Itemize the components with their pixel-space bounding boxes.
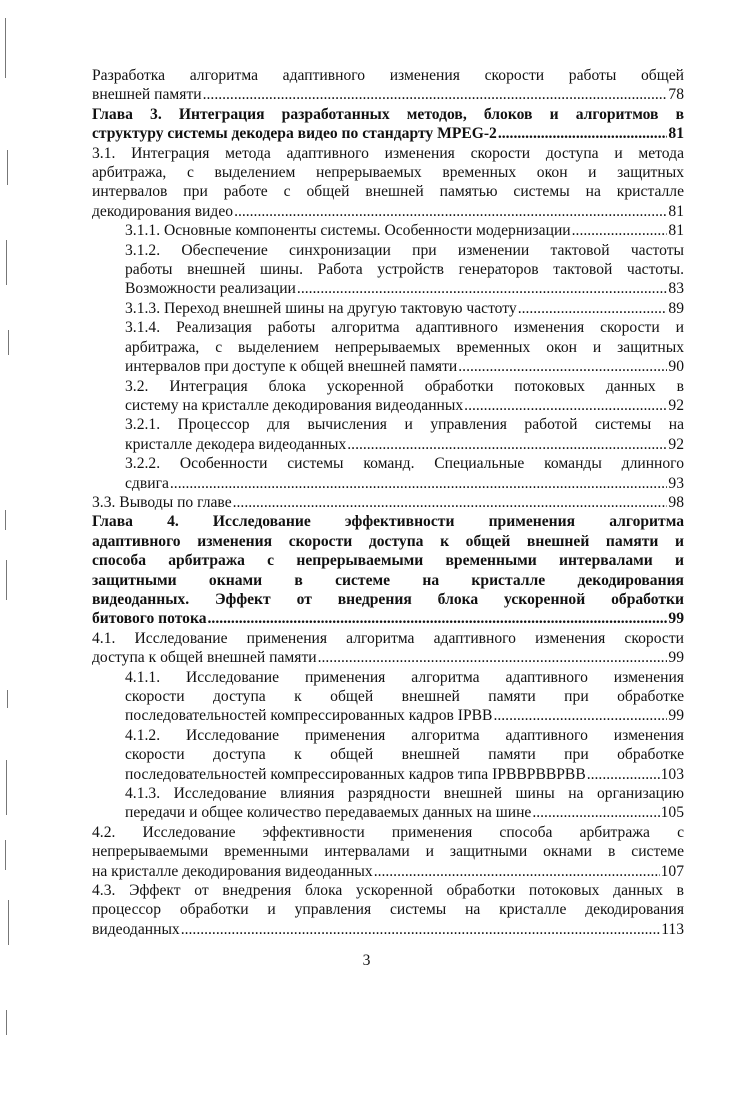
toc-entry-title: битового потока — [92, 610, 207, 628]
toc-entry[interactable] — [92, 629, 684, 668]
toc-entry-last-line — [125, 765, 684, 784]
dot-leader — [170, 474, 668, 493]
dot-leader — [203, 85, 668, 104]
toc-entry[interactable] — [92, 493, 684, 512]
toc-page-number: 105 — [660, 804, 684, 822]
toc-entry-text-line: защитными окнами в системе на кристалле декодирования — [92, 571, 684, 589]
toc-entry-last-line — [92, 493, 684, 512]
dot-leader — [234, 202, 667, 221]
dot-leader — [374, 862, 660, 881]
toc-entry-text-line: адаптивного изменения скорости доступа к общей внешней памяти и — [92, 532, 684, 550]
toc-entry-text-line: 3.2.2. Особенности системы команд. Специальные команды длинного — [125, 455, 684, 473]
dot-leader — [181, 920, 660, 939]
toc-entry-title: 3.3. Выводы по главе — [92, 493, 232, 511]
toc-entry-title: на кристалле декодирования видеоданных — [92, 862, 373, 880]
toc-entry[interactable] — [125, 415, 684, 454]
toc-entry-title: 3.1.3. Переход внешней шины на другую тактовую частоту — [125, 299, 517, 317]
toc-entry-text-line: Разработка алгоритма адаптивного изменения скорости работы общей — [92, 67, 684, 84]
toc-entry-last-line — [125, 706, 684, 725]
toc-entry[interactable] — [125, 784, 684, 823]
toc-entry-text-line: способа арбитража с непрерываемыми временными интервалами и — [92, 552, 684, 570]
toc-entry[interactable] — [92, 881, 684, 939]
toc-entry-last-line — [92, 862, 684, 881]
toc-entry[interactable] — [125, 454, 684, 493]
dot-leader — [208, 609, 668, 628]
dot-leader — [532, 803, 659, 822]
dot-leader — [297, 279, 667, 298]
toc-entry-text-line: непрерываемыми временными интервалами и защитными окнами в системе — [92, 843, 684, 861]
toc-entry-last-line — [92, 920, 684, 939]
toc-entry-title: сдвига — [125, 474, 169, 492]
toc-page-number: 113 — [661, 920, 684, 938]
toc-entry-text-line: арбитража, с выделением непрерываемых временных окон и защитных — [125, 338, 684, 356]
toc-page-number: 83 — [668, 280, 684, 298]
toc-entry-last-line — [125, 357, 684, 376]
page-number: 3 — [362, 952, 371, 969]
toc-entry[interactable] — [125, 377, 684, 416]
toc-page-number: 90 — [668, 358, 684, 376]
toc-entry[interactable] — [92, 823, 684, 881]
toc-entry-last-line — [125, 299, 684, 318]
toc-entry-text-line: 4.3. Эффект от внедрения блока ускоренной обработки потоковых данных в — [92, 882, 684, 900]
toc-entry-last-line — [92, 202, 684, 221]
toc-entry-title: 3.1.1. Основные компоненты системы. Особенности модернизации — [125, 222, 571, 240]
toc-entry-last-line — [125, 279, 684, 298]
toc-entry[interactable] — [125, 221, 684, 240]
toc-entry-text-line: видеоданных. Эффект от внедрения блока ускоренной обработки — [92, 590, 684, 608]
toc-entry-last-line — [125, 803, 684, 822]
scan-margin-marks — [0, 0, 14, 1100]
dot-leader — [318, 648, 668, 667]
toc-entry-text-line: работы внешней шины. Работа устройств генераторов тактовой частоты. — [125, 261, 684, 279]
dot-leader — [458, 357, 667, 376]
dot-leader — [493, 706, 667, 725]
toc-page-number: 81 — [668, 202, 684, 220]
toc-entry-text-line: процессор обработки и управления системы на кристалле декодирования — [92, 901, 684, 919]
toc-entry-last-line — [92, 85, 684, 104]
toc-entry-text-line: арбитража, с выделением непрерываемых временных окон и защитных — [92, 164, 684, 182]
dot-leader — [518, 299, 668, 318]
dot-leader — [464, 396, 667, 415]
dot-leader — [498, 124, 668, 143]
toc-entry-text-line: 3.1.4. Реализация работы алгоритма адаптивного изменения скорости и — [125, 319, 684, 337]
toc-entry-text-line: 3.1. Интеграция метода адаптивного изменения скорости доступа и метода — [92, 144, 684, 162]
toc-entry-title: последовательностей компрессированных кадров типа IPBBPBBPBB — [125, 765, 586, 783]
toc-entry-text-line: 4.1.1. Исследование применения алгоритма адаптивного изменения — [125, 668, 684, 686]
toc-entry-text-line: скорости доступа к общей внешней памяти при обработке — [125, 688, 684, 705]
dot-leader — [233, 493, 668, 512]
toc-entry-last-line — [125, 221, 684, 240]
toc-page-number: 93 — [668, 474, 684, 492]
toc-page-number: 98 — [668, 493, 684, 511]
toc-page-number: 89 — [668, 299, 684, 317]
toc-entry-title: внешней памяти — [92, 86, 202, 104]
dot-leader — [572, 221, 668, 240]
toc-entry-text-line: 4.1.2. Исследование применения алгоритма адаптивного изменения — [125, 726, 684, 744]
toc-page-number: 103 — [660, 765, 684, 783]
toc-entry-text-line: скорости доступа к общей внешней памяти при обработке — [125, 746, 684, 764]
toc-entry-last-line — [125, 396, 684, 415]
toc-entry-title: Возможности реализации — [125, 280, 296, 298]
toc-entry[interactable] — [125, 299, 684, 318]
toc-entry-last-line — [125, 474, 684, 493]
toc-entry[interactable] — [92, 512, 684, 628]
toc-entry-title: систему на кристалле декодирования видеоданных — [125, 396, 464, 414]
toc-entry-text-line: Глава 3. Интеграция разработанных методов, блоков и алгоритмов в — [92, 105, 684, 123]
toc-entry-title: структуру системы декодера видео по стандарту MPEG-2 — [92, 125, 497, 143]
table-of-contents — [92, 66, 684, 939]
toc-page-number: 99 — [668, 707, 684, 725]
toc-entry-last-line — [125, 435, 684, 454]
toc-entry-text-line: интервалов при работе с общей внешней памятью системы на кристалле — [92, 183, 684, 201]
toc-entry-text-line: 3.2. Интеграция блока ускоренной обработки потоковых данных в — [125, 377, 684, 395]
toc-entry[interactable] — [125, 318, 684, 376]
toc-page-number: 107 — [660, 862, 684, 880]
toc-entry-title: видеоданных — [92, 920, 180, 938]
toc-entry-title: интервалов при доступе к общей внешней памяти — [125, 358, 458, 376]
dot-leader — [347, 435, 667, 454]
toc-entry-text-line: Глава 4. Исследование эффективности применения алгоритма — [92, 513, 684, 531]
toc-entry-last-line — [92, 609, 684, 628]
toc-entry-text-line: 4.2. Исследование эффективности применения способа арбитража с — [92, 823, 684, 841]
toc-entry-title: кристалле декодера видеоданных — [125, 435, 347, 453]
toc-entry[interactable] — [125, 241, 684, 299]
toc-entry-text-line: 3.2.1. Процессор для вычисления и управления работой системы на — [125, 416, 684, 434]
toc-entry[interactable] — [92, 105, 684, 144]
toc-entry-text-line: 4.1.3. Исследование влияния разрядности внешней шины на организацию — [125, 785, 684, 803]
toc-entry-last-line — [92, 124, 684, 143]
toc-entry-title: передачи и общее количество передаваемых данных на шине — [125, 804, 532, 822]
toc-page-number: 81 — [668, 125, 684, 143]
dot-leader — [587, 765, 660, 784]
toc-entry-title: последовательностей компрессированных кадров IPBB — [125, 707, 493, 725]
toc-entry-last-line — [92, 648, 684, 667]
toc-page-number: 78 — [668, 86, 684, 104]
toc-page-number: 81 — [668, 222, 684, 240]
toc-page-number: 99 — [668, 610, 684, 628]
toc-entry[interactable] — [92, 144, 684, 222]
toc-entry-text-line: 3.1.2. Обеспечение синхронизации при изменении тактовой частоты — [125, 241, 684, 259]
toc-page-number: 92 — [668, 396, 684, 414]
toc-entry-title: декодирования видео — [92, 202, 234, 220]
toc-entry[interactable] — [92, 66, 684, 105]
toc-page-number: 99 — [668, 649, 684, 667]
toc-entry[interactable] — [125, 726, 684, 784]
toc-entry-text-line: 4.1. Исследование применения алгоритма адаптивного изменения скорости — [92, 629, 684, 647]
toc-page-number: 92 — [668, 435, 684, 453]
toc-entry[interactable] — [125, 668, 684, 726]
toc-entry-title: доступа к общей внешней памяти — [92, 649, 317, 667]
